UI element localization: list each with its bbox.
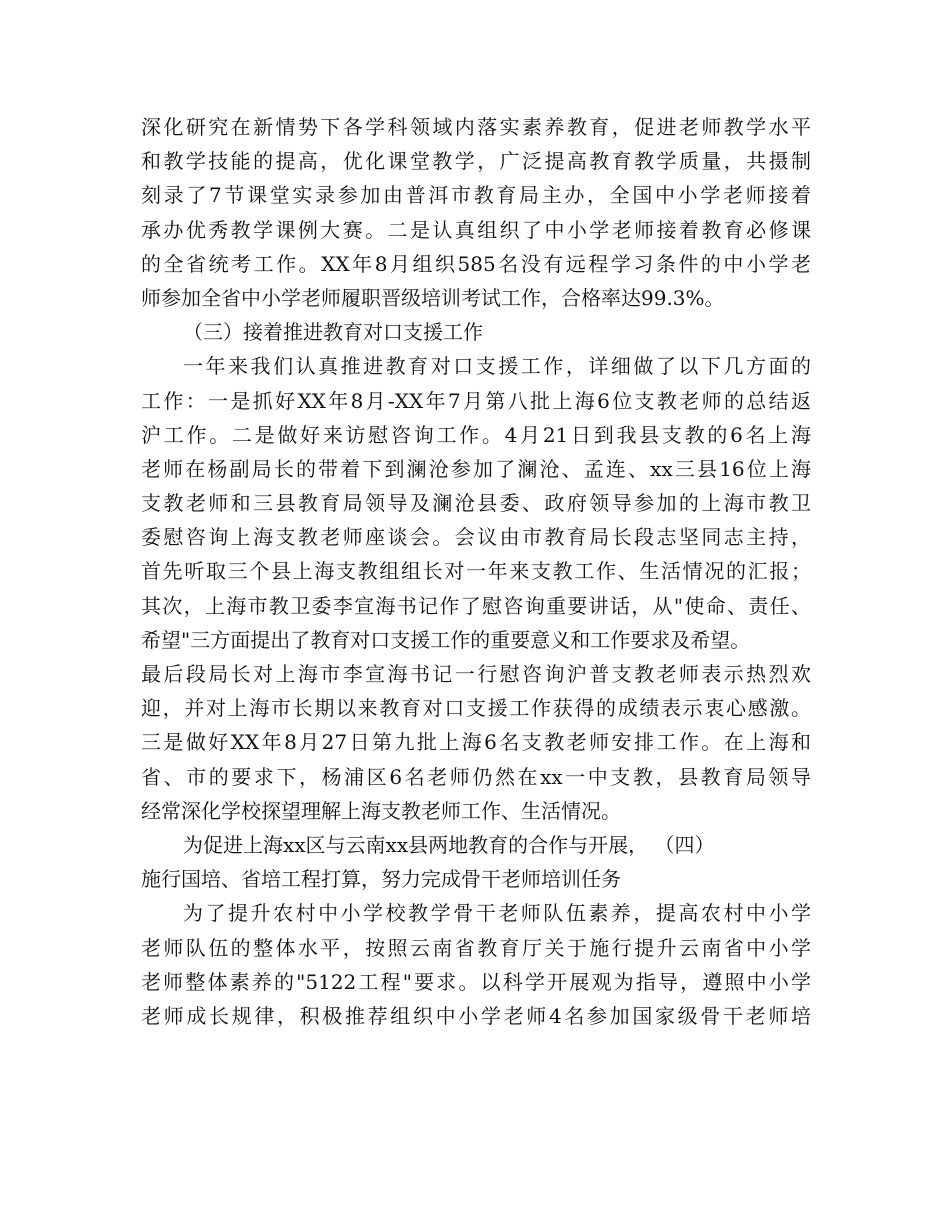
text-line: 刻录了7节课堂实录参加由普洱市教育局主办，全国中小学老师接着 bbox=[141, 183, 811, 208]
text-line: 为促进上海xx区与云南xx县两地教育的合作与开展， （四） bbox=[183, 832, 715, 857]
text-line: 经常深化学校探望理解上海支教老师工作、生活情况。 bbox=[141, 798, 621, 823]
text-line: 沪工作。二是做好来访慰咨询工作。4月21日到我县支教的6名上海 bbox=[141, 422, 811, 447]
text-line: 老师队伍的整体水平，按照云南省教育厅关于施行提升云南省中小学 bbox=[141, 935, 811, 960]
text-line: 首先听取三个县上海支教组组长对一年来支教工作、生活情况的汇报； bbox=[141, 559, 811, 584]
text-line: 的全省统考工作。XX年8月组织585名没有远程学习条件的中小学老 bbox=[141, 251, 811, 276]
text-line: 省、市的要求下，杨浦区6名老师仍然在xx一中支教，县教育局领导 bbox=[141, 764, 811, 789]
text-line: 其次，上海市教卫委李宣海书记作了慰咨询重要讲话，从"使命、责任、 bbox=[141, 593, 811, 618]
text-line: 工作：一是抓好XX年8月-XX年7月第八批上海6位支教老师的总结返 bbox=[141, 388, 811, 413]
text-line: 三是做好XX年8月27日第九批上海6名支教老师安排工作。在上海和 bbox=[141, 730, 811, 755]
text-line: 支教老师和三县教育局领导及澜沧县委、政府领导参加的上海市教卫 bbox=[141, 491, 811, 516]
text-line: 和教学技能的提高，优化课堂教学，广泛提高教育教学质量，共摄制 bbox=[141, 149, 811, 174]
text-line: 老师在杨副局长的带着下到澜沧参加了澜沧、孟连、xx三县16位上海 bbox=[141, 456, 811, 481]
text-line: 希望"三方面提出了教育对口支援工作的重要意义和工作要求及希望。 bbox=[141, 627, 751, 652]
section-heading-3: （三）接着推进教育对口支援工作 bbox=[183, 320, 483, 345]
text-line: 一年来我们认真推进教育对口支援工作，详细做了以下几方面的 bbox=[183, 354, 811, 379]
text-line: 最后段局长对上海市李宣海书记一行慰咨询沪普支教老师表示热烈欢 bbox=[141, 662, 811, 686]
text-line: 老师整体素养的"5122工程"要求。以科学开展观为指导，遵照中小学 bbox=[141, 969, 811, 994]
text-line: 迎，并对上海市长期以来教育对口支援工作获得的成绩表示衷心感激。 bbox=[141, 696, 811, 721]
text-line: 老师成长规律，积极推荐组织中小学老师4名参加国家级骨干老师培 bbox=[141, 1003, 811, 1028]
text-line: 为了提升农村中小学校教学骨干老师队伍素养，提高农村中小学 bbox=[183, 901, 811, 926]
section-heading-4: 施行国培、省培工程打算，努力完成骨干老师培训任务 bbox=[141, 867, 621, 892]
text-line: 深化研究在新情势下各学科领域内落实素养教育，促进老师教学水平 bbox=[141, 115, 811, 139]
text-line: 承办优秀教学课例大赛。二是认真组织了中小学老师接着教育必修课 bbox=[141, 217, 811, 242]
text-line: 师参加全省中小学老师履职晋级培训考试工作，合格率达99.3%。 bbox=[141, 285, 725, 310]
text-line: 委慰咨询上海支教老师座谈会。会议由市教育局长段志坚同志主持， bbox=[141, 525, 811, 550]
document-body bbox=[141, 110, 811, 1033]
